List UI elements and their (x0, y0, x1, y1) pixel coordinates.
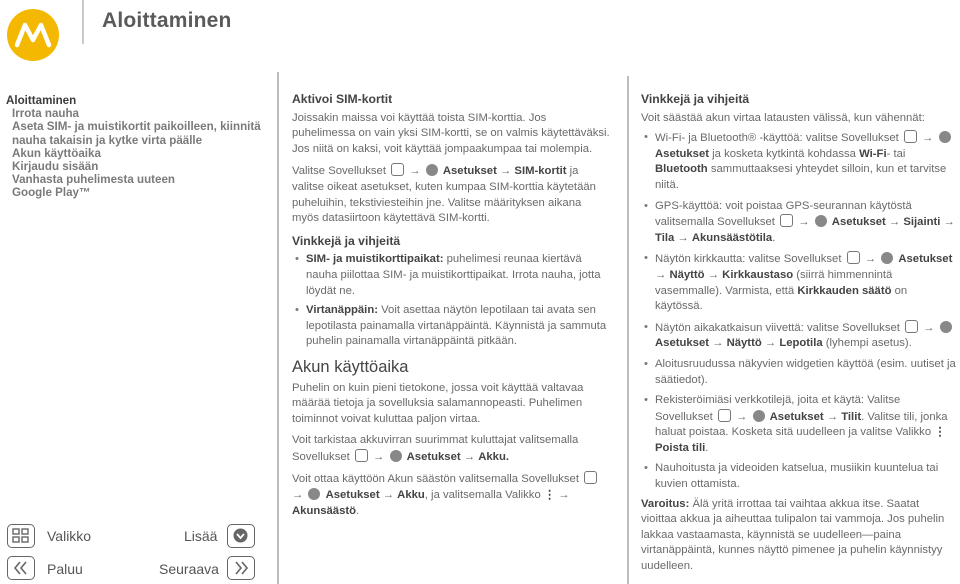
settings-gear-icon (881, 252, 893, 264)
settings-gear-icon (308, 488, 320, 500)
list-item: • Näytön aikakatkaisun viivettä: valitse Sovellukset → Asetukset → Näyttö → Lepotila (lyhempi asetus). (641, 320, 957, 352)
list-item: • Wi-Fi- ja Bluetooth® -käyttöä: valitse Sovellukset → Asetukset ja kosketa kytkintä kohdassa Wi-Fi- tai Bluetooth sammuttaaksesi yhteydet silloin, kun et tarvitse niitä. (641, 130, 957, 193)
paragraph: Joissakin maissa voi käyttää toista SIM-korttia. Jos puhelimessa on vain yksi SIM-kortti, se on valmis käytettäväksi. Jos niitä on kaksi, voit käyttää jompaakumpaa tai molempia. (292, 111, 610, 155)
list-item: • Rekisteröimiäsi verkkotilejä, joita et käytä: Valitse Sovellukset → Asetukset → Tilit. Valitse tili, jonka haluat poistaa. Kosketa sitä uudelleen ja valitse Valikko ⋮ Poista tili. (641, 393, 957, 456)
toc-item-google-play[interactable]: Google Play™ (12, 186, 91, 200)
motorola-m-icon (7, 9, 59, 61)
back-chevron-icon[interactable] (7, 556, 35, 580)
paragraph: Puhelin on kuin pieni tietokone, jossa voit käyttää valtavaa määrää tietoja ja sovelluksia salamannopeasti. Puhelimen toiminnot voivat kuluttaa paljon virtaa. (292, 381, 584, 425)
menu-grid-icon[interactable] (7, 524, 35, 548)
list-item: • Aloitusruudussa näkyvien widgetien käyttöä (esim. uutiset ja säätiedot). (641, 357, 957, 388)
overflow-menu-icon: ⋮ (543, 489, 556, 502)
settings-gear-icon (753, 410, 765, 422)
apps-icon (904, 130, 917, 143)
paragraph: Voit säästää akun virtaa latausten välissä, kun vähennät: (641, 111, 925, 124)
tips-heading: Vinkkejä ja vihjeitä (641, 92, 750, 106)
list-item: • Näytön kirkkautta: valitse Sovellukset → Asetukset → Näyttö → Kirkkaustaso (siirrä himmennintä vasemmalle). Varmista, että Kirkkauden säätö on käytössä. (641, 251, 957, 314)
header-divider (82, 0, 84, 44)
list-item: • GPS-käyttöä: voit poistaa GPS-seurannan käytöstä valitsemalla Sovellukset → Asetukset → Sijainti → Tila → Akunsäästötila. (641, 199, 957, 247)
settings-gear-icon (390, 450, 402, 462)
apps-icon (780, 214, 793, 227)
toc-item-aseta-sim[interactable]: Aseta SIM- ja muistikortit paikoilleen, kiinnitä (12, 120, 261, 134)
settings-gear-icon (815, 215, 827, 227)
apps-icon (847, 251, 860, 264)
toc-item-vanhasta[interactable]: Vanhasta puhelimesta uuteen (12, 173, 176, 187)
toc-nav (6, 94, 272, 200)
settings-gear-icon (939, 131, 951, 143)
motorola-logo (7, 9, 59, 61)
paragraph: Voit tarkistaa akkuvirran suurimmat kuluttajat valitsemalla Sovellukset → Asetukset → Akku. (292, 434, 579, 463)
section-heading: Akun käyttöaika (292, 357, 409, 376)
more-label[interactable]: Lisää (184, 528, 218, 544)
header (0, 0, 960, 62)
back-label[interactable]: Paluu (47, 561, 83, 577)
apps-icon (718, 409, 731, 422)
column-divider (277, 72, 279, 584)
toc-item-aloittaminen[interactable]: Aloittaminen (6, 94, 77, 107)
tips-list (292, 252, 610, 350)
next-chevron-icon[interactable] (227, 556, 255, 580)
list-item: • Nauhoitusta ja videoiden katselua, musiikin kuuntelua tai kuvien ottamista. (641, 461, 957, 492)
tips-list (641, 130, 957, 492)
apps-icon (905, 320, 918, 333)
content-column-2 (641, 92, 957, 575)
warning-paragraph: Varoitus: Älä yritä irrottaa tai vaihtaa akkua itse. Saatat vioittaa akkua ja aiheuttaa tulipalon tai vammoja. Jos puhelin lakkaa vastaamasta, käynnistä se uudelleen—paina virtanäppäintä, kunnes näyttö pimenee ja puhelin käynnistyy uudelleen. (641, 497, 945, 573)
toc-item-akun-kayttoaika[interactable]: Akun käyttöaika (12, 146, 101, 160)
apps-icon (391, 163, 404, 176)
settings-gear-icon (426, 164, 438, 176)
toc-item-irrota-nauha[interactable]: Irrota nauha (12, 107, 79, 121)
toc-item-aseta-sim-cont[interactable]: nauha takaisin ja kytke virta päälle (12, 133, 203, 147)
content-column-1 (292, 92, 610, 519)
paragraph: Valitse Sovellukset → Asetukset → SIM-kortit ja valitse oikeat asetukset, kuten kumpaa SIM-korttia käytetään puheluihin, tekstiviesteihin jne. Valitse määrityksen aikana myös datasiirtoon käytettävä SIM-kortti. (292, 165, 596, 225)
page-title: Aloittaminen (102, 9, 232, 32)
tips-heading: Vinkkejä ja vihjeitä (292, 233, 401, 248)
apps-icon (584, 471, 597, 484)
menu-label[interactable]: Valikko (47, 528, 92, 544)
next-label[interactable]: Seuraava (159, 561, 219, 577)
section-heading: Aktivoi SIM-kortit (292, 92, 393, 106)
settings-gear-icon (940, 321, 952, 333)
overflow-menu-icon: ⋮ (934, 426, 946, 439)
list-item: • SIM- ja muistikorttipaikat: puhelimesi reunaa kiertävä nauha piilottaa SIM- ja muistikorttipaikat. Irrota nauha, jotta löydät ne. (292, 252, 610, 299)
column-divider (627, 76, 629, 584)
paragraph: Voit ottaa käyttöön Akun säästön valitsemalla Sovellukset → Asetukset → Akku, ja valitsemalla Valikko ⋮ → Akunsäästö. (292, 471, 610, 519)
apps-icon (355, 449, 368, 462)
list-item: • Virtanäppäin: Voit asettaa näytön lepotilaan tai avata sen lepotilasta painamalla virtanäppäintä. Käynnistä ja sammuta puhelin painamalla virtanäppäintä pitkään. (292, 303, 610, 350)
more-down-icon[interactable] (227, 524, 255, 548)
toc-item-kirjaudu[interactable]: Kirjaudu sisään (12, 160, 99, 174)
